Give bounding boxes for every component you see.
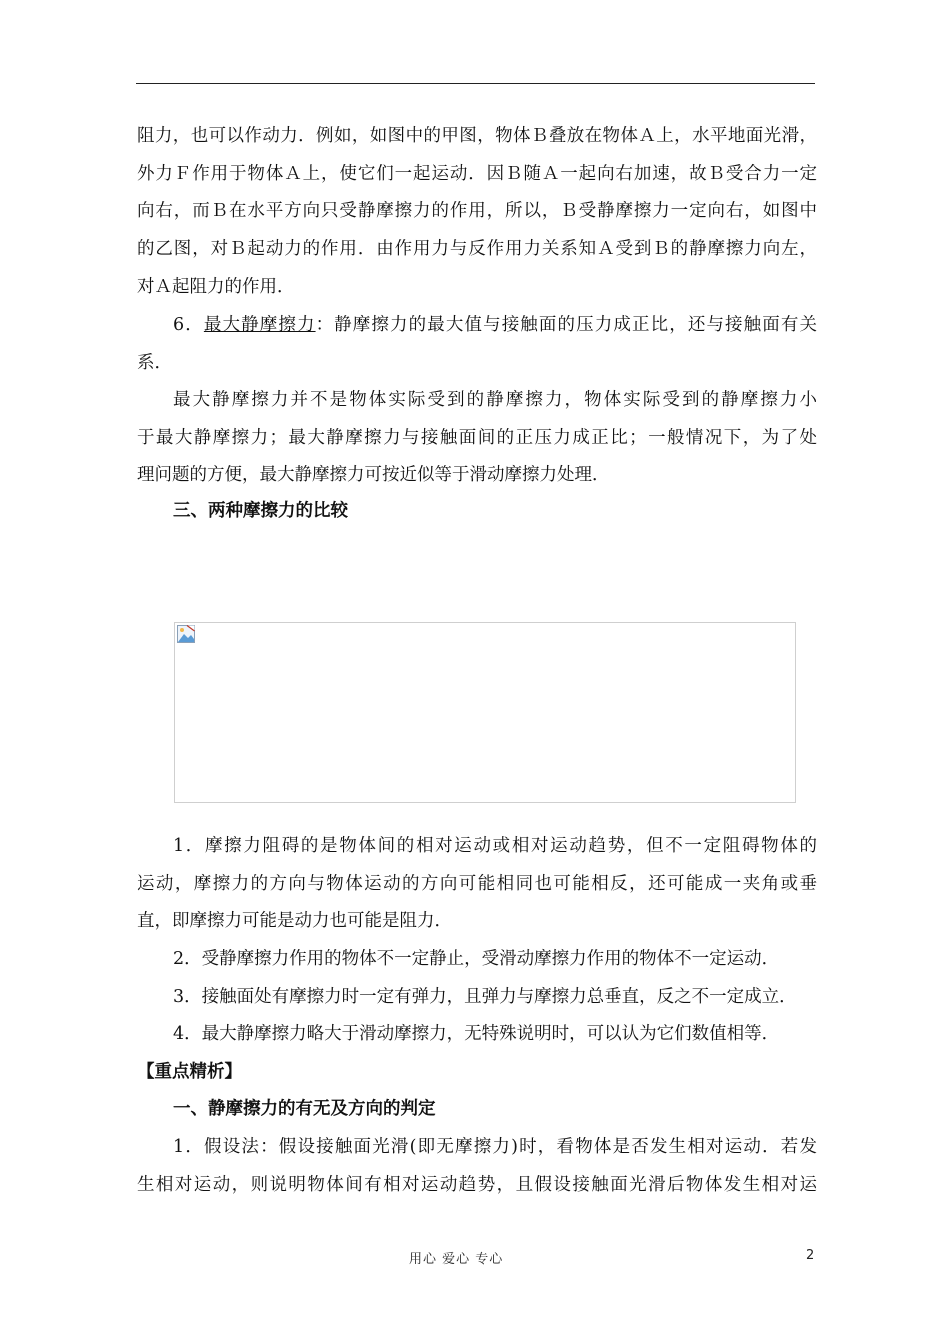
text-line: 运动，摩擦力的方向与物体运动的方向可能相同也可能相反，还可能成一夹角或垂 <box>137 873 817 894</box>
section-title: 一、静摩擦力的有无及方向的判定 <box>173 1099 436 1119</box>
text-line: 4．最大静摩擦力略大于滑动摩擦力，无特殊说明时，可以认为它们数值相等． <box>173 1024 780 1045</box>
section-title: 三、两种摩擦力的比较 <box>173 501 348 521</box>
broken-image-icon <box>177 625 195 643</box>
paragraph-static-friction-example <box>137 118 817 306</box>
text-line: 1．假设法：假设接触面光滑(即无摩擦力)时，看物体是否发生相对运动．若发 <box>173 1137 817 1157</box>
item-max-static-friction <box>137 307 817 382</box>
text-line <box>137 307 817 345</box>
text-line: 1．摩擦力阻碍的是物体间的相对运动或相对运动趋势，但不一定阻碍物体的 <box>173 836 817 856</box>
item-number: 6． <box>173 315 204 335</box>
comparison-points <box>137 828 817 1054</box>
subsection-heading <box>137 1091 817 1129</box>
text-line: 生相对运动，则说明物体间有相对运动趋势，且假设接触面光滑后物体发生相对运 <box>137 1174 817 1195</box>
footer-motto: 用心 爱心 专心 <box>409 1252 504 1267</box>
paragraph-max-static-friction <box>137 382 817 495</box>
paragraph-assumption-method <box>137 1129 817 1204</box>
underlined-term: 最大静摩擦力 <box>203 315 316 335</box>
text-line: 3．接触面处有摩擦力时一定有弹力，且弹力与摩擦力总垂直，反之不一定成立． <box>173 986 797 1007</box>
header-rule <box>136 83 815 84</box>
text-line: 向右，而Ｂ在水平方向只受静摩擦力的作用，所以，Ｂ受静摩擦力一定向右，如图中 <box>137 201 817 222</box>
key-analysis-heading <box>137 1054 817 1092</box>
text-line: 系． <box>137 352 172 373</box>
page-number: 2 <box>806 1248 815 1263</box>
item-text: ：静摩擦力的最大值与接触面的压力成正比，还与接触面有关 <box>315 315 818 335</box>
comparison-image-placeholder <box>174 622 796 803</box>
text-line: 对Ａ起阻力的作用． <box>137 276 295 297</box>
text-line: 2．受静摩擦力作用的物体不一定静止，受滑动摩擦力作用的物体不一定运动． <box>173 949 780 970</box>
text-line: 最大静摩擦力并不是物体实际受到的静摩擦力，物体实际受到的静摩擦力小 <box>173 390 817 410</box>
text-line: 外力Ｆ作用于物体Ａ上，使它们一起运动．因Ｂ随Ａ一起向右加速，故Ｂ受合力一定 <box>137 163 817 184</box>
text-line: 于最大静摩擦力；最大静摩擦力与接触面间的正压力成正比；一般情况下，为了处 <box>137 427 817 448</box>
text-line: 的乙图，对Ｂ起动力的作用．由作用力与反作用力关系知Ａ受到Ｂ的静摩擦力向左， <box>137 239 817 260</box>
text-line: 理问题的方便，最大静摩擦力可按近似等于滑动摩擦力处理． <box>137 465 610 486</box>
text-line: 阻力，也可以作动力．例如，如图中的甲图，物体Ｂ叠放在物体Ａ上，水平地面光滑， <box>137 126 817 146</box>
section-title: 【重点精析】 <box>137 1062 242 1082</box>
text-line: 直，即摩擦力可能是动力也可能是阻力． <box>137 911 452 932</box>
section-heading <box>137 493 817 531</box>
